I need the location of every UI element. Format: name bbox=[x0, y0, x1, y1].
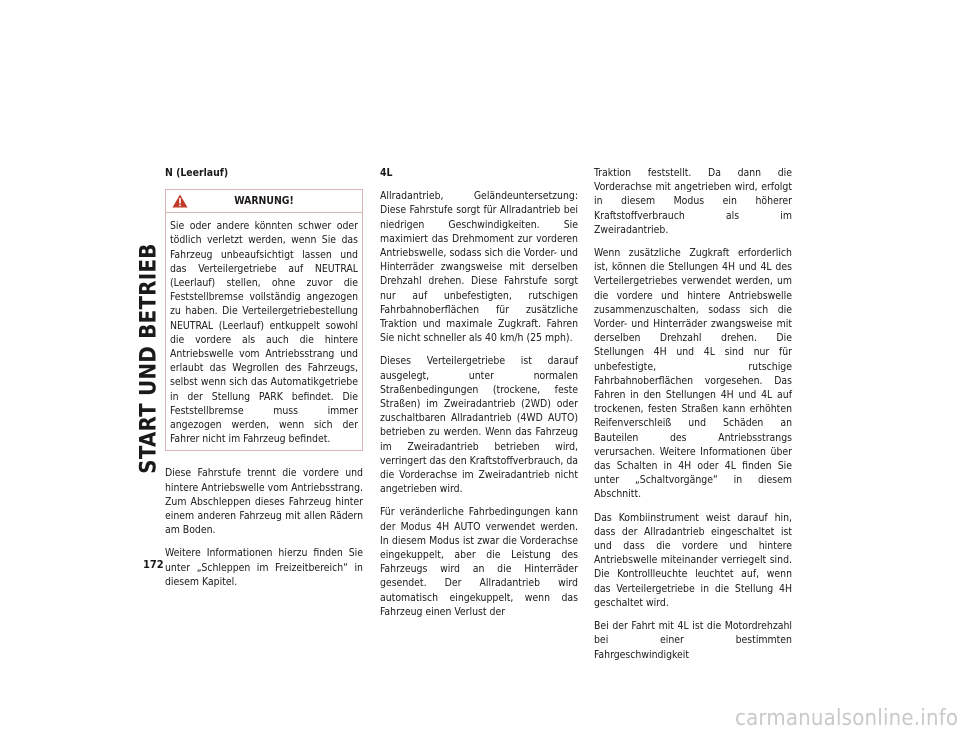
paragraph: Diese Fahrstufe trennt die vordere und hintere Antriebswelle vom Antriebsstrang. Zum Abschleppen dieses Fahrzeug hinter einem anderen Fahrzeug mit allen Rädern am Boden. bbox=[165, 467, 363, 537]
paragraph: Für veränderliche Fahrbedingungen kann der Modus 4H AUTO verwendet werden. In diesem Modus ist zwar die Vorderachse eingekuppelt, aber die Leistung des Fahrzeugs wird an die Hinterräder gesendet. Der Allradantrieb wird automatisch eingekuppelt, wenn das Fahrzeug einen Verlust der bbox=[380, 506, 578, 618]
heading-4l: 4L bbox=[380, 167, 393, 179]
warning-body bbox=[166, 213, 362, 450]
paragraph: Wenn zusätzliche Zugkraft erforderlich ist, können die Stellungen 4H und 4L des Verteilergetriebes verwendet werden, um die vordere und hintere Antriebswelle zusammenzuschalten, sodass sich die Vorder- und Hinterräder zwangsweise mit derselben Drehzahl drehen. Die Stellungen 4H und 4L sind nur für unbefestigte, rutschige Fahrbahnoberflächen vorgesehen. Das Fahren in den Stellungen 4H und 4L auf trockenen, festen Straßen kann erhöhten Reifenverschleiß und Schäden an Bauteilen des Antriebsstrangs verursachen. Weitere Informationen über das Schalten in 4H oder 4L finden Sie unter „Schaltvorgänge“ in diesem Abschnitt. bbox=[594, 247, 792, 501]
paragraph: Traktion feststellt. Da dann die Vorderachse mit angetrieben wird, erfolgt in diesem Modus ein höherer Kraftstoffverbrauch als im Zweiradantrieb. bbox=[594, 167, 792, 236]
column-3 bbox=[594, 166, 792, 671]
page-number: 172 bbox=[143, 558, 164, 571]
column-1 bbox=[165, 166, 363, 598]
warning-header bbox=[166, 190, 362, 213]
warning-box bbox=[165, 189, 363, 451]
paragraph: Bei der Fahrt mit 4L ist die Motordrehzahl bei einer bestimmten Fahrgeschwindigkeit bbox=[594, 620, 792, 661]
section-side-title-text: START UND BETRIEB bbox=[136, 242, 162, 474]
warning-triangle-icon bbox=[172, 194, 188, 208]
column-2 bbox=[380, 166, 578, 628]
paragraph: Weitere Informationen hierzu finden Sie unter „Schleppen im Freizeitbereich“ in diesem Kapitel. bbox=[165, 547, 363, 588]
warning-title: WARNUNG! bbox=[234, 195, 294, 208]
paragraph: Das Kombiinstrument weist darauf hin, dass der Allradantrieb eingeschaltet ist und dass die vordere und hintere Antriebswelle miteinander verriegelt sind. Die Kontrollleuchte leuchtet auf, wenn das Verteilergetriebe in die Stellung 4H geschaltet wird. bbox=[594, 511, 792, 609]
paragraph: Allradantrieb, Geländeuntersetzung: Diese Fahrstufe sorgt für Allradantrieb bei niedrigen Geschwindigkeiten. Sie maximiert das Drehmoment zur vorderen Antriebswelle, sodass sich die Vorder- und Hinterräder zwangsweise mit derselben Drehzahl drehen. Diese Fahrstufe sorgt nur auf unbefestigten, rutschigen Fahrbahnoberflächen für zusätzliche Traktion und maximale Zugkraft. Fahren Sie nicht schneller als 40 km/h (25 mph). bbox=[380, 190, 578, 345]
warning-text: Sie oder andere könnten schwer oder tödlich verletzt werden, wenn Sie das Fahrzeug unbeaufsichtigt lassen und das Verteilergetriebe auf NEUTRAL (Leerlauf) stellen, ohne zuvor die Feststellbremse vollständig angezogen zu haben. Die Verteilergetriebestellung NEUTRAL (Leerlauf) entkuppelt sowohl die vordere als auch die hintere Antriebswelle vom Antriebsstrang und erlaubt das Wegrollen des Fahrzeugs, selbst wenn sich das Automatikgetriebe in der Stellung PARK befindet. Die Feststellbremse muss immer angezogen werden, wenn sich der Fahrer nicht im Fahrzeug befindet. bbox=[170, 220, 358, 446]
paragraph: Dieses Verteilergetriebe ist darauf ausgelegt, unter normalen Straßenbedingungen (trockene, feste Straßen) im Zweiradantrieb (2WD) oder zuschaltbaren Allradantrieb (4WD AUTO) betrieben zu werden. Wenn das Fahrzeug im Zweiradantrieb betrieben wird, verringert das den Kraftstoffverbrauch, da die Vorderachse im Zweiradantrieb nicht angetrieben wird. bbox=[380, 355, 578, 496]
watermark: carmanualsonline.info bbox=[735, 706, 959, 731]
heading-neutral: N (Leerlauf) bbox=[165, 167, 229, 179]
